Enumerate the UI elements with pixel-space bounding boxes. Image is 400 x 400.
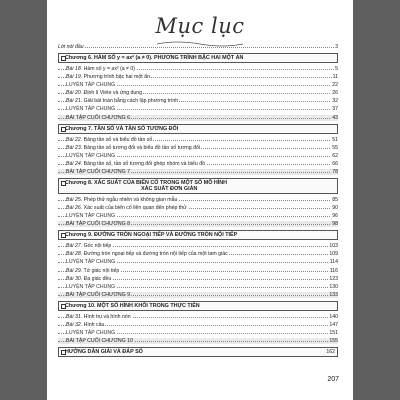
toc-entry[interactable]: Bài 27. Góc nội tiếp 103: [58, 243, 338, 249]
toc-entry[interactable]: Bài 23. Bảng tần số tương đối và biểu đồ tần số tương đối 55: [58, 145, 338, 151]
toc-entry[interactable]: LUYỆN TẬP CHUNG 37: [58, 106, 338, 112]
toc-entry[interactable]: Bài 32. Hình cầu 147: [58, 322, 338, 328]
book-page: [47, 0, 353, 400]
toc-entry-final[interactable]: BÀI TẬP CUỐI CHƯƠNG 7 78: [58, 169, 338, 175]
toc-entry[interactable]: Bài 18. Hàm số y = ax² (a ≠ 0) 5: [58, 66, 338, 72]
toc-chapter-6[interactable]: Chương 6. HÀM SỐ y = ax² (a ≠ 0). PHƯƠNG TRÌNH BẬC HAI MỘT ẨN: [58, 53, 338, 63]
toc-entry-final[interactable]: BÀI TẬP CUỐI CHƯƠNG 6 43: [58, 115, 338, 121]
toc-entry[interactable]: LUYỆN TẬP CHUNG 151: [58, 330, 338, 336]
table-of-contents: [58, 44, 338, 360]
toc-chapter-8[interactable]: Chương 8. XÁC SUẤT CỦA BIẾN CỐ TRONG MỘT SỐ MÔ HÌNH XÁC SUẤT ĐƠN GIẢN: [58, 178, 338, 194]
toc-entry[interactable]: Bài 28. Đường tròn ngoại tiếp và đường tròn nội tiếp của một tam giác 109: [58, 251, 338, 257]
toc-entry[interactable]: Bài 21. Giải bài toán bằng cách lập phương trình 32: [58, 98, 338, 104]
toc-entry[interactable]: LUYỆN TẬP CHUNG 114: [58, 259, 338, 265]
toc-entry[interactable]: Bài 19. Phương trình bậc hai một ẩn 11: [58, 74, 338, 80]
toc-entry-final[interactable]: BÀI TẬP CUỐI CHƯƠNG 10 155: [58, 338, 338, 344]
toc-entry[interactable]: LUYỆN TẬP CHUNG 96: [58, 213, 338, 219]
toc-entry-final[interactable]: BÀI TẬP CUỐI CHƯƠNG 8 98: [58, 221, 338, 227]
toc-entry[interactable]: Bài 30. Đa giác đều 123: [58, 276, 338, 282]
toc-chapter-7[interactable]: Chương 7. TẦN SỐ VÀ TẦN SỐ TƯƠNG ĐỐI: [58, 124, 338, 134]
toc-entry-intro[interactable]: Lời nói đầu 3: [58, 44, 338, 50]
toc-entry[interactable]: Bài 22. Bảng tần số và biểu đồ tần số 51: [58, 137, 338, 143]
toc-chapter-9[interactable]: Chương 9. ĐƯỜNG TRÒN NGOẠI TIẾP VÀ ĐƯỜNG TRÒN NỘI TIẾP: [58, 230, 338, 240]
toc-entry[interactable]: Bài 26. Xác suất của biến cố liên quan đến phép thử 90: [58, 205, 338, 211]
toc-entry[interactable]: Bài 31. Hình trụ và hình nón 140: [58, 314, 338, 320]
toc-entry[interactable]: Bài 25. Phép thử ngẫu nhiên và không gian mẫu 85: [58, 197, 338, 203]
toc-answers[interactable]: HƯỚNG DẪN GIẢI VÀ ĐÁP SỐ 162: [58, 347, 338, 357]
toc-entry[interactable]: Bài 20. Định lí Viète và ứng dụng 26: [58, 90, 338, 96]
toc-entry[interactable]: Bài 29. Tứ giác nội tiếp 116: [58, 268, 338, 274]
page-title: Mục lục: [155, 14, 245, 38]
toc-entry[interactable]: LUYỆN TẬP CHUNG 22: [58, 82, 338, 88]
page-number: 207: [327, 376, 339, 383]
toc-entry[interactable]: LUYỆN TẬP CHUNG 62: [58, 153, 338, 159]
toc-entry-final[interactable]: BÀI TẬP CUỐI CHƯƠNG 9 133: [58, 292, 338, 298]
toc-entry[interactable]: LUYỆN TẬP CHUNG 130: [58, 284, 338, 290]
toc-chapter-10[interactable]: Chương 10. MỘT SỐ HÌNH KHỐI TRONG THỰC TIỄN: [58, 301, 338, 311]
toc-entry[interactable]: Bài 24. Bảng tần số, tần số tương đối ghép nhóm và biểu đồ 66: [58, 161, 338, 167]
